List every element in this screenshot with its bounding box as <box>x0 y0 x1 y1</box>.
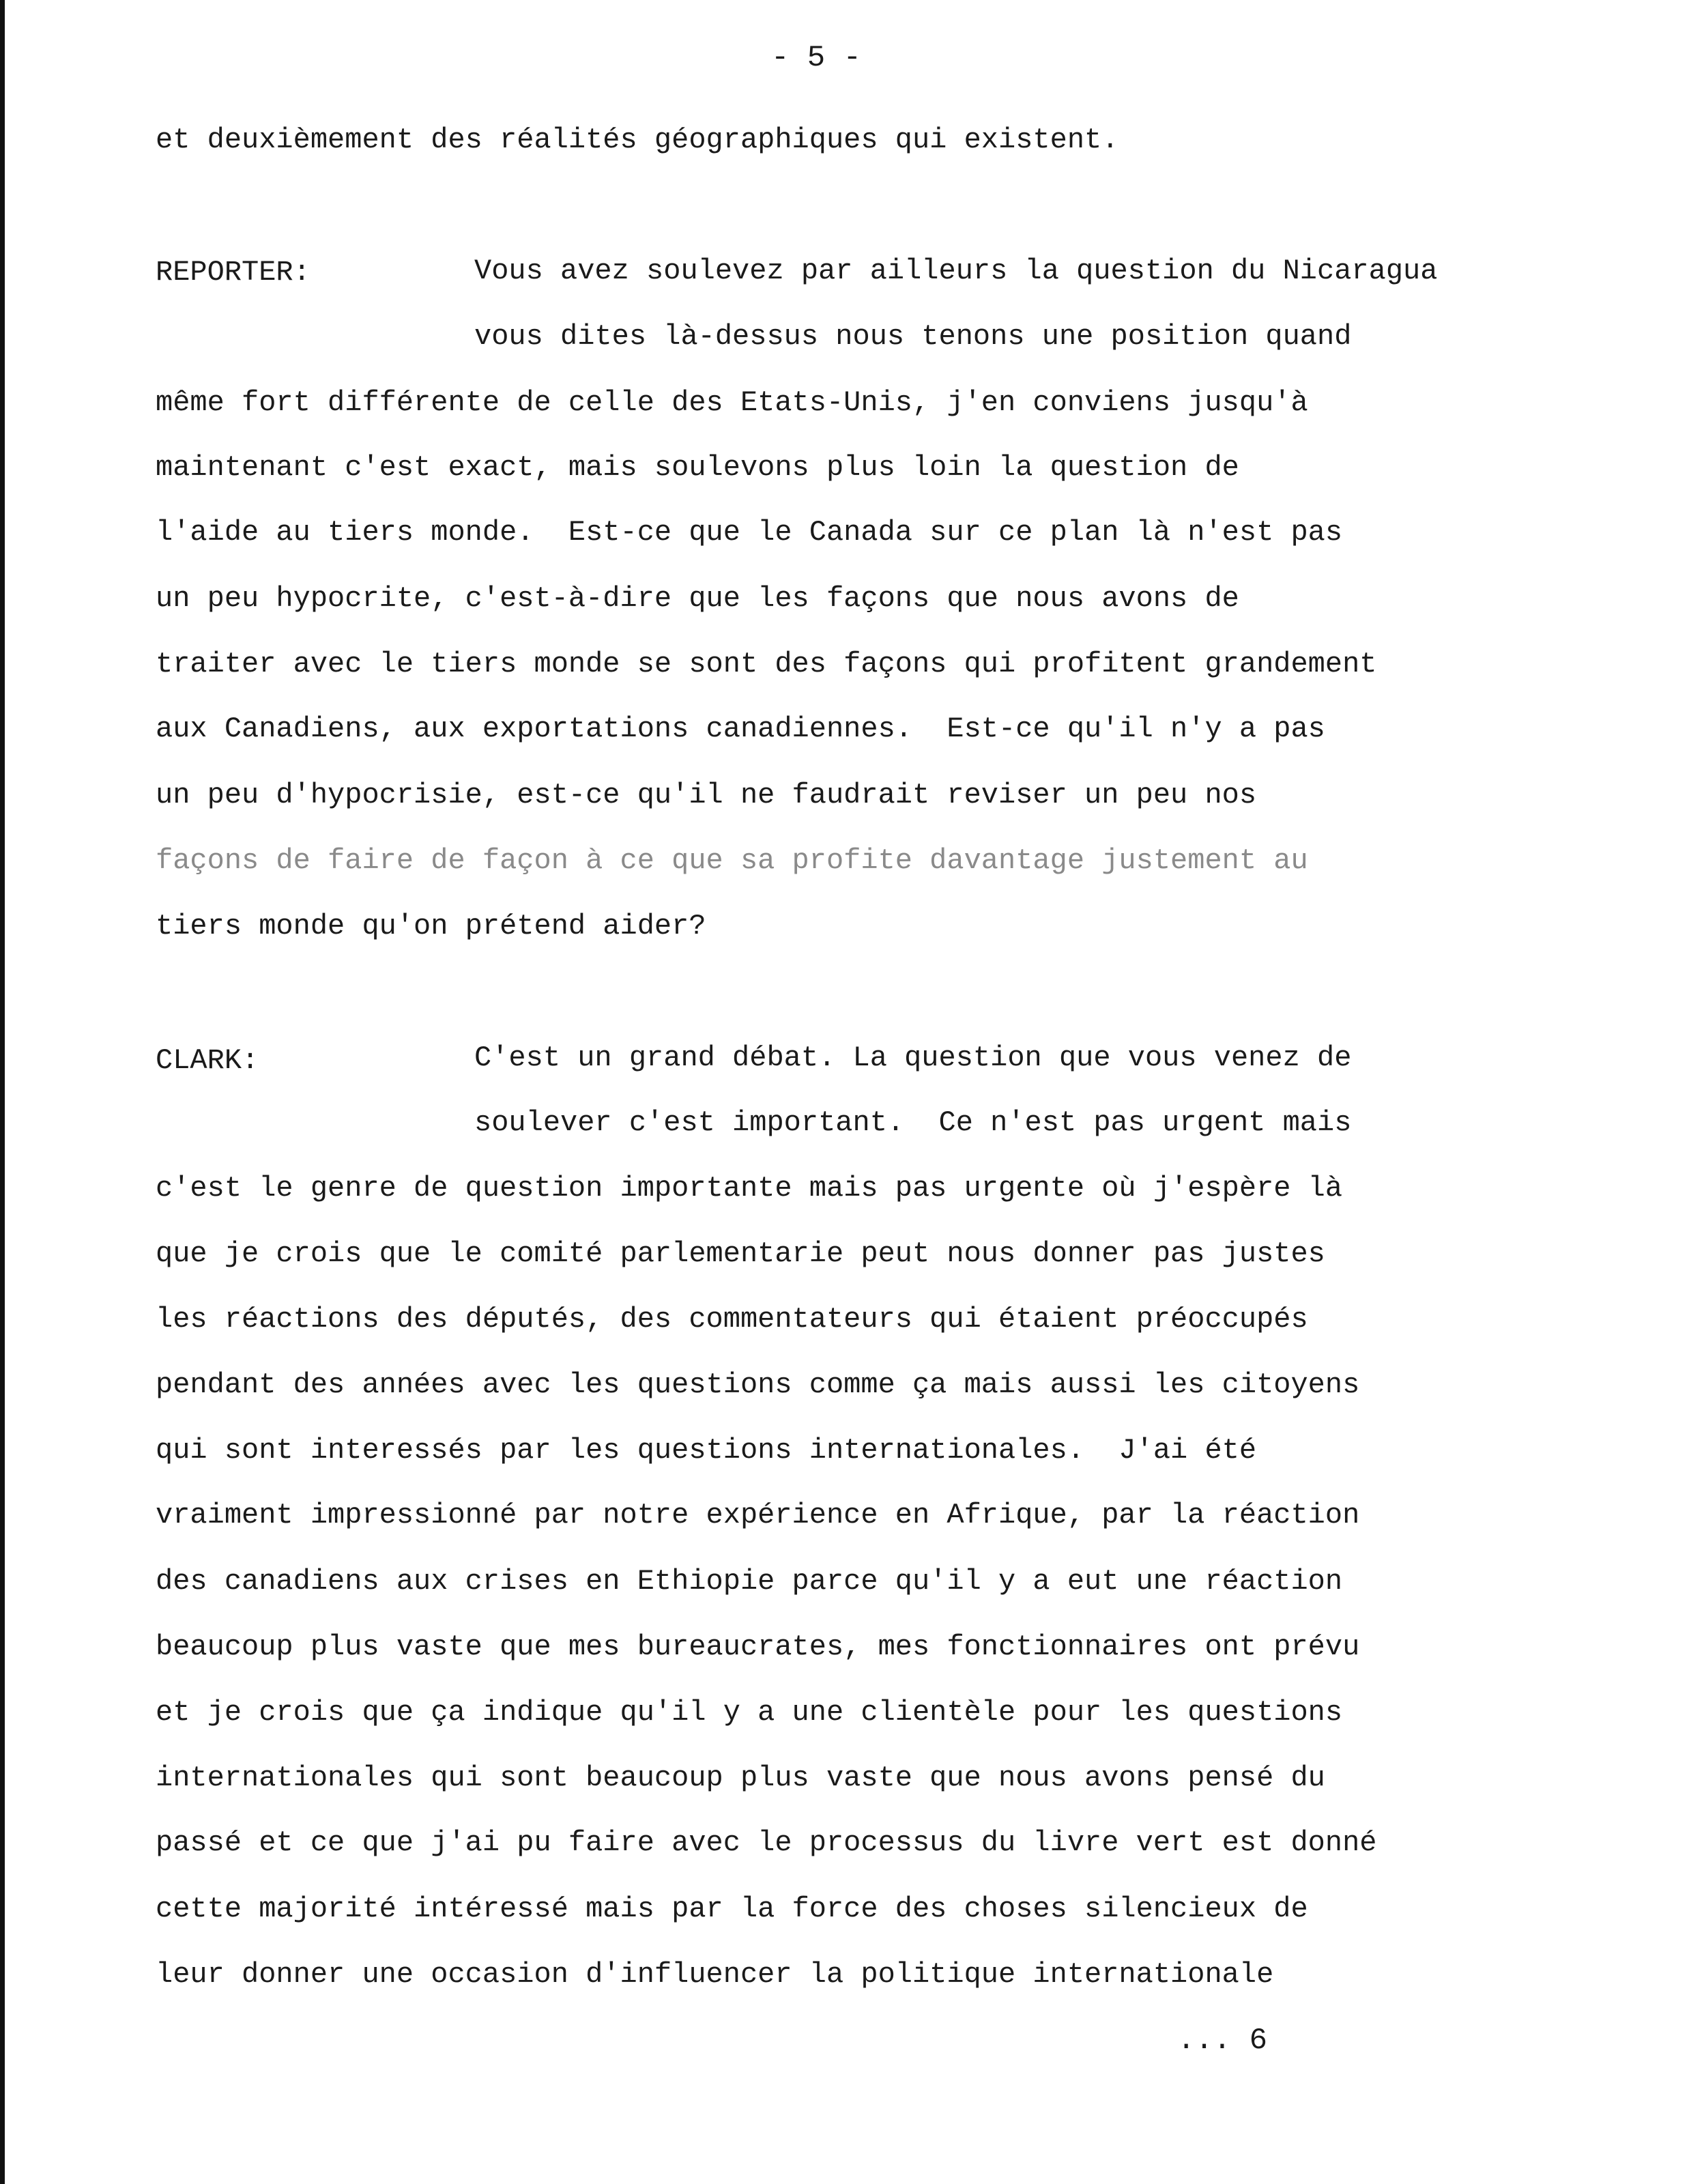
transcript-line: même fort différente de celle des Etats-Unis, j'en conviens jusqu'à <box>156 386 1308 419</box>
transcript-line: les réactions des députés, des commentateurs qui étaient préoccupés <box>156 1303 1308 1336</box>
transcript-line: internationales qui sont beaucoup plus vaste que nous avons pensé du <box>156 1762 1325 1794</box>
transcript-line: que je crois que le comité parlementarie peut nous donner pas justes <box>156 1237 1325 1270</box>
transcript-line: tiers monde qu'on prétend aider? <box>156 910 706 943</box>
transcript-line: traiter avec le tiers monde se sont des façons qui profitent grandement <box>156 648 1377 680</box>
transcript-line: cette majorité intéressé mais par la force des choses silencieux de <box>156 1893 1308 1925</box>
transcript-line: soulever c'est important. Ce n'est pas urgent mais <box>474 1106 1352 1139</box>
transcript-line: C'est un grand débat. La question que vous venez de <box>474 1041 1352 1074</box>
speaker-label-reporter: REPORTER: <box>156 256 311 289</box>
transcript-line: et je crois que ça indique qu'il y a une clientèle pour les questions <box>156 1696 1343 1729</box>
transcript-line: l'aide au tiers monde. Est-ce que le Canada sur ce plan là n'est pas <box>156 516 1343 549</box>
speaker-label-clark: CLARK: <box>156 1044 259 1077</box>
intro-line: et deuxièmement des réalités géographiques qui existent. <box>156 124 1119 156</box>
transcript-line: un peu hypocrite, c'est-à-dire que les façons que nous avons de <box>156 582 1239 615</box>
page-number: - 5 - <box>771 41 862 75</box>
transcript-line: aux Canadiens, aux exportations canadiennes. Est-ce qu'il n'y a pas <box>156 713 1325 745</box>
transcript-line: des canadiens aux crises en Ethiopie parce qu'il y a eut une réaction <box>156 1565 1343 1598</box>
transcript-line-faded: façons de faire de façon à ce que sa profite davantage justement au <box>156 844 1308 877</box>
transcript-line: maintenant c'est exact, mais soulevons plus loin la question de <box>156 451 1239 484</box>
transcript-line: Vous avez soulevez par ailleurs la question du Nicaragua <box>474 255 1438 287</box>
transcript-line: c'est le genre de question importante mais pas urgente où j'espère là <box>156 1172 1343 1205</box>
transcript-line: passé et ce que j'ai pu faire avec le processus du livre vert est donné <box>156 1826 1377 1859</box>
transcript-line: qui sont interessés par les questions internationales. J'ai été <box>156 1434 1257 1467</box>
transcript-line: pendant des années avec les questions comme ça mais aussi les citoyens <box>156 1368 1360 1401</box>
transcript-line: vous dites là-dessus nous tenons une position quand <box>474 320 1352 353</box>
transcript-line: vraiment impressionné par notre expérience en Afrique, par la réaction <box>156 1499 1360 1532</box>
transcript-line: leur donner une occasion d'influencer la politique internationale <box>156 1958 1274 1991</box>
scan-edge <box>0 0 5 2184</box>
transcript-line: un peu d'hypocrisie, est-ce qu'il ne faudrait reviser un peu nos <box>156 779 1257 811</box>
transcript-line: beaucoup plus vaste que mes bureaucrates, mes fonctionnaires ont prévu <box>156 1630 1360 1663</box>
continuation-marker: ... 6 <box>1177 2024 1268 2058</box>
